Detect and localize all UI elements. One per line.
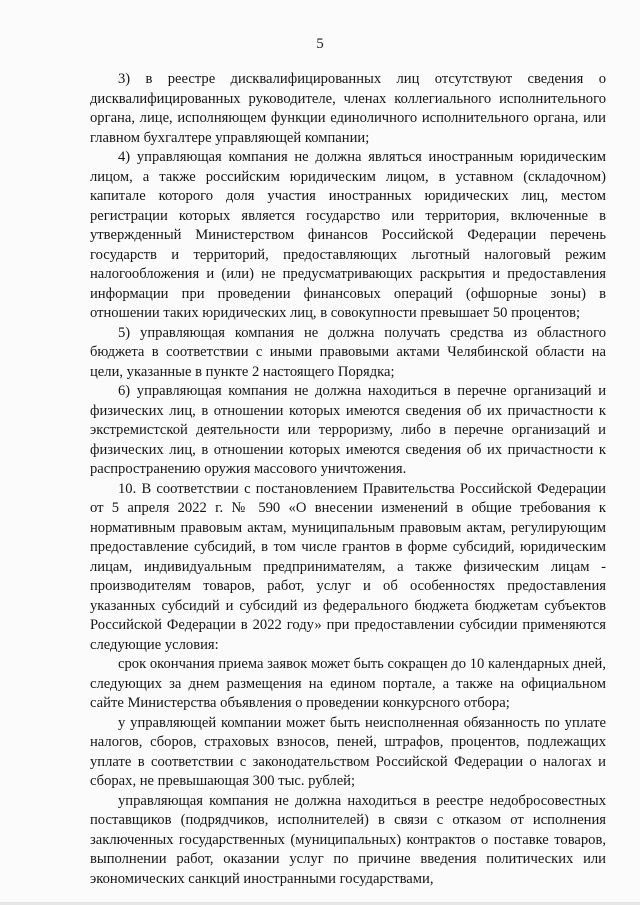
- document-body: [90, 70, 606, 889]
- paragraph-condition-deadline: срок окончания приема заявок может быть сокращен до 10 календарных дней, следующих за днем размещения на едином портале, а также на официальном сайте Министерства объявления о проведении конкурсного отбора;: [90, 656, 606, 711]
- paragraph-item-4: 4) управляющая компания не должна являться иностранным юридическим лицом, а также российским юридическим лицом, в уставном (складочном) капитале которого доля участия иностранных юридических лиц, местом регистрации которых является государство или территория, включенные в утвержденный Министерством финансов Российской Федерации перечень государств и территорий, предоставляющих льготный налоговый режим налогообложения и (или) не предусматривающих раскрытия и предоставления информации при проведении финансовых операций (офшорные зоны) в отношении таких юридических лиц, в совокупности превышает 50 процентов;: [90, 149, 606, 321]
- page-number: 5: [316, 36, 324, 52]
- paragraph-clause-10: 10. В соответствии с постановлением Правительства Российской Федерации от 5 апреля 2022 г. № 590 «О внесении изменений в общие требования к нормативным правовым актам, муниципальным правовым актам, регулирующим предоставление субсидий, в том числе грантов в форме субсидий, юридическим лицам, индивидуальным предпринимателям, а также физическим лицам - производителям товаров, работ, услуг и об особенностях предоставления указанных субсидий и субсидий из федерального бюджета бюджетам субъектов Российской Федерации в 2022 году» при предоставлении субсидии применяются следующие условия:: [90, 480, 606, 653]
- paragraph-item-3: 3) в реестре дисквалифицированных лиц отсутствуют сведения о дисквалифицированных руководителе, членах коллегиального исполнительного органа, лице, исполняющем функции единоличного исполнительного органа, или главном бухгалтере управляющей компании;: [90, 71, 606, 146]
- paragraph-condition-tax-debt: у управляющей компании может быть неисполненная обязанность по уплате налогов, сборов, страховых взносов, пеней, штрафов, процентов, подлежащих уплате в соответствии с законодательством Российской Федерации о налогах и сборах, не превышающая 300 тыс. рублей;: [90, 714, 606, 789]
- paragraph-condition-registry: управляющая компания не должна находиться в реестре недобросовестных поставщиков (подрядчиков, исполнителей) в связи с отказом от исполнения заключенных государственных (муниципальных) контрактов о поставке товаров, выполнении работ, оказании услуг по причине введения политических или экономических санкций иностранными государствами,: [90, 792, 606, 887]
- paragraph-item-5: 5) управляющая компания не должна получать средства из областного бюджета в соответствии с иными правовыми актами Челябинской области на цели, указанные в пункте 2 настоящего Порядка;: [90, 324, 606, 380]
- paragraph-item-6: 6) управляющая компания не должна находиться в перечне организаций и физических лиц, в отношении которых имеются сведения об их причастности к экстремистской деятельности или терроризму, либо в перечне организаций и физических лиц, в отношении которых имеются сведения об их причастности к распространению оружия массового уничтожения.: [90, 383, 606, 477]
